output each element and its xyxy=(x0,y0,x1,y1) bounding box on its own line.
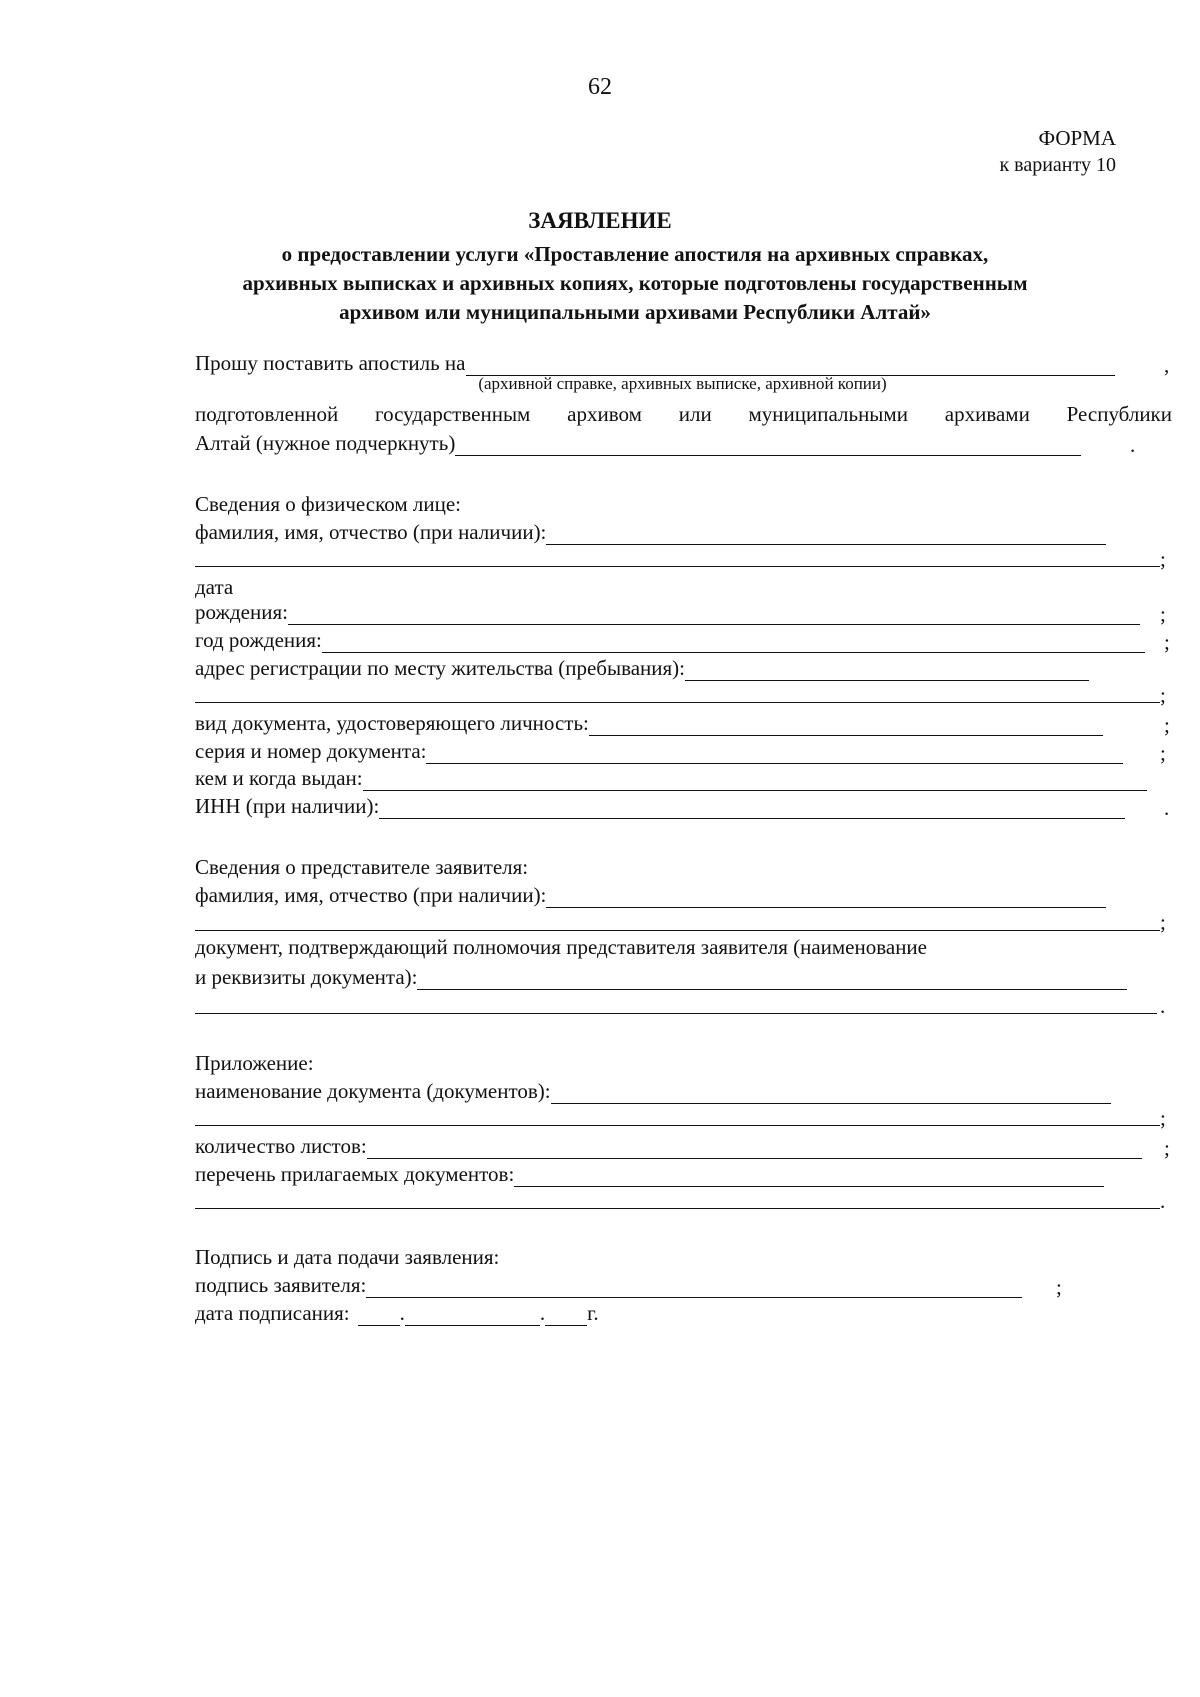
signature-month-field[interactable] xyxy=(405,1305,540,1326)
attachment-list-field[interactable] xyxy=(514,1166,1104,1187)
person-doc-type-label: вид документа, удостоверяющего личность: xyxy=(195,711,589,735)
subtitle-line: о предоставлении услуги «Проставление апостиля на архивных справках, xyxy=(281,242,989,266)
attachment-doc-name-field[interactable] xyxy=(551,1083,1111,1104)
representative-doc-field-continued[interactable] xyxy=(195,1013,1157,1014)
person-fio-line xyxy=(195,517,1106,545)
representative-fio-label: фамилия, имя, отчество (при наличии): xyxy=(195,883,547,907)
signature-day-field[interactable] xyxy=(358,1305,400,1326)
punct-semicolon: ; xyxy=(1164,1136,1170,1160)
punct-semicolon: ; xyxy=(1056,1275,1062,1299)
archive-underline-field[interactable] xyxy=(455,435,1081,456)
person-doc-series-field[interactable] xyxy=(426,743,1123,764)
punct-period: . xyxy=(1164,796,1170,820)
person-fio-label: фамилия, имя, отчество (при наличии): xyxy=(195,520,547,544)
person-inn-label: ИНН (при наличии): xyxy=(195,794,380,818)
punct-semicolon: ; xyxy=(1160,547,1166,571)
signature-date-line xyxy=(195,1298,599,1326)
attachment-list-field-continued[interactable] xyxy=(195,1208,1160,1209)
punct-semicolon: ; xyxy=(1160,602,1166,626)
person-birth-year-line xyxy=(195,625,1145,653)
representative-doc-line xyxy=(195,962,1127,990)
attachment-list-line xyxy=(195,1159,1104,1187)
person-birth-date-label-1: дата xyxy=(195,575,234,599)
attachment-list-label: перечень прилагаемых документов: xyxy=(195,1162,515,1186)
punct-semicolon: ; xyxy=(1160,741,1166,765)
signature-applicant-line xyxy=(195,1270,1022,1298)
person-doc-series-label: серия и номер документа: xyxy=(195,739,427,763)
punct-semicolon: ; xyxy=(1164,713,1170,737)
date-separator: . xyxy=(539,1301,546,1325)
representative-doc-field[interactable] xyxy=(417,969,1127,990)
person-address-field[interactable] xyxy=(685,660,1089,681)
attachment-sheets-line xyxy=(195,1131,1142,1159)
person-inn-line xyxy=(195,791,1125,819)
person-birth-year-field[interactable] xyxy=(322,632,1145,653)
person-fio-field-continued[interactable] xyxy=(195,566,1160,567)
person-inn-field[interactable] xyxy=(379,798,1125,819)
signature-date-label: дата подписания: xyxy=(195,1301,350,1325)
document-title: ЗАЯВЛЕНИЕ xyxy=(528,208,672,233)
person-issued-by-label: кем и когда выдан: xyxy=(195,766,363,790)
attachment-doc-name-field-continued[interactable] xyxy=(195,1125,1160,1126)
person-heading: Сведения о физическом лице: xyxy=(195,492,461,516)
person-doc-type-line xyxy=(195,708,1103,736)
attachment-sheets-field[interactable] xyxy=(367,1138,1142,1159)
person-birth-date-field[interactable] xyxy=(288,604,1140,625)
person-fio-field[interactable] xyxy=(546,524,1106,545)
attachment-doc-name-line xyxy=(195,1076,1111,1104)
signature-applicant-label: подпись заявителя: xyxy=(195,1273,367,1297)
request-document-field[interactable] xyxy=(466,355,1115,376)
signature-heading: Подпись и дата подачи заявления: xyxy=(195,1245,500,1269)
representative-doc-line-1: документ, подтверждающий полномочия представителя заявителя (наименование xyxy=(195,935,927,959)
punct-comma: , xyxy=(1164,353,1170,377)
person-birth-year-label: год рождения: xyxy=(195,628,322,652)
punct-semicolon: ; xyxy=(1160,910,1166,934)
form-label: ФОРМА xyxy=(1038,126,1116,150)
representative-fio-line xyxy=(195,880,1106,908)
page-number: 62 xyxy=(588,74,612,100)
person-doc-series-line xyxy=(195,736,1123,764)
punct-period: . xyxy=(1160,1189,1166,1213)
date-separator: . xyxy=(399,1301,405,1325)
request-line-2: подготовленной государственным архивом или муниципальными архивами Республики xyxy=(195,402,1172,426)
representative-fio-field[interactable] xyxy=(546,887,1106,908)
request-line xyxy=(195,348,1115,376)
person-address-field-continued[interactable] xyxy=(195,702,1160,703)
person-issued-by-line xyxy=(195,763,1147,791)
request-label: Прошу поставить апостиль на xyxy=(195,351,466,375)
punct-semicolon: ; xyxy=(1164,630,1170,654)
person-address-label: адрес регистрации по месту жительства (пребывания): xyxy=(195,656,686,680)
punct-semicolon: ; xyxy=(1160,683,1166,707)
form-sublabel: к варианту 10 xyxy=(999,154,1116,176)
representative-doc-label: и реквизиты документа): xyxy=(195,965,418,989)
punct-semicolon: ; xyxy=(1160,1106,1166,1130)
person-issued-by-field[interactable] xyxy=(363,770,1147,791)
signature-year-field[interactable] xyxy=(545,1305,587,1326)
subtitle-line: архивных выписках и архивных копиях, которые подготовлены государственным xyxy=(242,271,1028,295)
document-subtitle xyxy=(180,240,1090,327)
year-suffix: г. xyxy=(587,1301,599,1325)
person-doc-type-field[interactable] xyxy=(589,715,1103,736)
request-line-3 xyxy=(195,428,1081,456)
request-line-3-label: Алтай (нужное подчеркнуть) xyxy=(195,431,456,455)
person-birth-date-label-2: рождения: xyxy=(195,600,288,624)
punct-period: . xyxy=(1130,433,1136,457)
punct-period: . xyxy=(1160,994,1166,1018)
signature-applicant-field[interactable] xyxy=(366,1277,1022,1298)
person-address-line xyxy=(195,653,1089,681)
representative-fio-field-continued[interactable] xyxy=(195,930,1160,931)
attachment-doc-name-label: наименование документа (документов): xyxy=(195,1079,551,1103)
person-birth-date-line xyxy=(195,597,1140,625)
attachment-sheets-label: количество листов: xyxy=(195,1134,367,1158)
request-hint: (архивной справке, архивных выписке, архивной копии) xyxy=(478,374,887,393)
attachment-heading: Приложение: xyxy=(195,1051,314,1075)
representative-heading: Сведения о представителе заявителя: xyxy=(195,855,529,879)
subtitle-line: архивом или муниципальными архивами Республики Алтай» xyxy=(339,300,931,324)
